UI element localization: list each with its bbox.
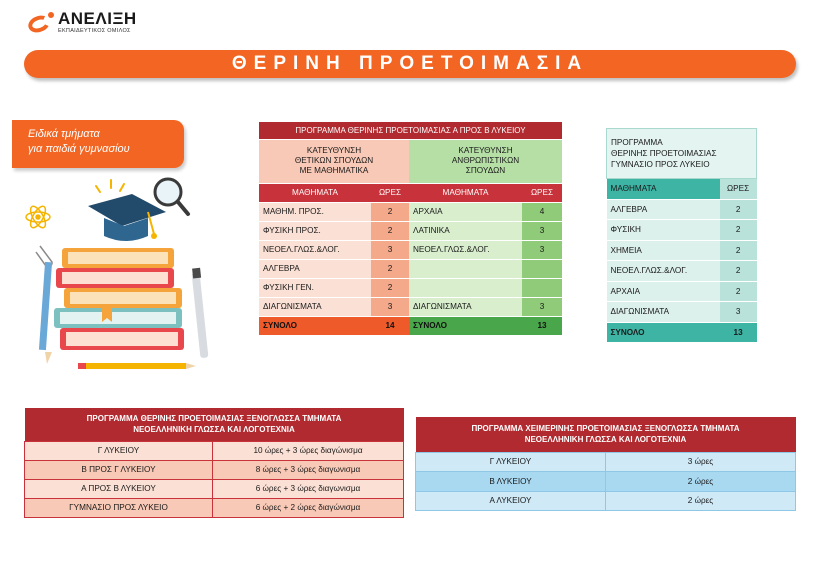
table-row	[607, 261, 757, 282]
hours-cell: 3	[522, 221, 562, 240]
humanities-title-line: ΚΑΤΕΥΘΥΝΣΗ	[458, 146, 513, 155]
title-banner	[24, 50, 796, 78]
class-cell: Γ ΛΥΚΕΙΟΥ	[416, 452, 606, 472]
table-row	[416, 472, 796, 492]
subject-cell: ΜΑΘΗΜ. ΠΡΟΣ.	[259, 202, 371, 221]
brand-logo	[26, 10, 137, 38]
hours-cell: 2	[371, 278, 409, 297]
hours-cell	[522, 259, 562, 278]
hours-cell: 3	[371, 297, 409, 316]
total-row	[607, 322, 757, 343]
column-header: ΩΡΕΣ	[522, 183, 562, 202]
column-header: ΜΑΘΗΜΑΤΑ	[409, 183, 522, 202]
hours-cell: 3	[371, 240, 409, 259]
subject-cell	[409, 278, 522, 297]
science-title-line: ΚΑΤΕΥΘΥΝΣΗ	[306, 146, 362, 155]
magnifier-icon	[155, 179, 188, 214]
subject-cell: ΑΛΓΕΒΡΑ	[259, 259, 371, 278]
table-row	[416, 491, 796, 511]
page-title: ΘΕΡΙΝΗ ΠΡΟΕΤΟΙΜΑΣΙΑ	[231, 53, 589, 74]
hours-cell: 2	[720, 240, 757, 261]
class-cell: Γ ΛΥΚΕΙΟΥ	[25, 441, 213, 460]
subject-cell: ΔΙΑΓΩΝΙΣΜΑΤΑ	[607, 302, 720, 323]
total-label: ΣΥΝΟΛΟ	[607, 322, 720, 343]
table-row	[607, 281, 757, 302]
total-label: ΣΥΝΟΛΟ	[259, 316, 371, 335]
subject-cell: ΛΑΤΙΝΙΚΑ	[409, 221, 522, 240]
table-row	[25, 498, 404, 517]
hours-cell: 3	[522, 240, 562, 259]
subject-cell: ΦΥΣΙΚΗ ΓΕΝ.	[259, 278, 371, 297]
hours-cell: 2 ώρες	[606, 491, 796, 511]
column-header: ΩΡΕΣ	[371, 183, 409, 202]
class-cell: ΓΥΜΝΑΣΙΟ ΠΡΟΣ ΛΥΚΕΙΟ	[25, 498, 213, 517]
book-stack-icon	[54, 248, 184, 350]
table-row	[25, 441, 404, 460]
subject-cell	[409, 259, 522, 278]
gymnasium-tag	[12, 120, 184, 168]
sparkle-icon	[96, 180, 124, 192]
hours-cell: 2	[720, 261, 757, 282]
hours-cell	[522, 278, 562, 297]
column-header: ΜΑΘΗΜΑΤΑ	[259, 183, 371, 202]
hours-cell: 8 ώρες + 3 ώρες διαγωνισμα	[213, 460, 404, 479]
caption-line: ΓΥΜΝΑΣΙΟ ΠΡΟΣ ΛΥΚΕΙΟ	[611, 160, 710, 169]
table-caption: ΠΡΟΓΡΑΜΜΑ ΘΕΡΙΝΗΣ ΠΡΟΕΤΟΙΜΑΣΙΑΣ Α ΠΡΟΣ Β ΛΥΚΕΙΟΥ	[259, 122, 562, 139]
total-value: 14	[371, 316, 409, 335]
humanities-title-line: ΣΠΟΥΔΩΝ	[465, 166, 506, 175]
caption-line: ΝΕΟΕΛΛΗΝΙΚΗ ΓΛΩΣΣΑ ΚΑΙ ΛΟΓΟΤΕΧΝΙΑ	[133, 425, 295, 435]
hours-cell: 2 ώρες	[606, 472, 796, 492]
total-value: 13	[522, 316, 562, 335]
table-row	[607, 220, 757, 241]
caption-line: ΠΡΟΓΡΑΜΜΑ ΧΕΙΜΕΡΙΝΗΣ ΠΡΟΕΤΟΙΜΑΣΙΑΣ ΞΕΝΟΓΛΩΣΣΑ ΤΜΗΜΑΤΑ	[471, 424, 740, 434]
caption-line: ΘΕΡΙΝΗΣ ΠΡΟΕΤΟΙΜΑΣΙΑΣ	[611, 149, 717, 158]
subject-cell: ΝΕΟΕΛ.ΓΛΩΣ.&ΛΟΓ.	[607, 261, 720, 282]
tag-line-2: για παιδιά γυμνασίου	[28, 143, 130, 155]
summer-language-table	[24, 408, 404, 518]
hours-cell: 2	[371, 202, 409, 221]
subject-cell: ΔΙΑΓΩΝΙΣΜΑΤΑ	[409, 297, 522, 316]
hours-cell: 2	[371, 221, 409, 240]
atom-icon	[26, 204, 50, 230]
column-header: ΩΡΕΣ	[720, 179, 757, 200]
table-caption	[25, 408, 404, 441]
total-value: 13	[720, 322, 757, 343]
class-cell: Β ΛΥΚΕΙΟΥ	[416, 472, 606, 492]
hours-cell: 10 ώρες + 3 ώρες διαγώνισμα	[213, 441, 404, 460]
graduation-cap-icon	[88, 194, 166, 241]
hours-cell: 3	[522, 297, 562, 316]
logo-mark-icon	[26, 10, 56, 38]
humanities-title-line: ΑΝΘΡΩΠΙΣΤΙΚΩΝ	[451, 156, 520, 165]
column-header: ΜΑΘΗΜΑΤΑ	[607, 179, 720, 200]
lyceum-program-table	[259, 122, 562, 336]
hours-cell: 3	[720, 302, 757, 323]
subject-cell: ΔΙΑΓΩΝΙΣΜΑΤΑ	[259, 297, 371, 316]
table-row	[259, 221, 562, 240]
caption-line: ΝΕΟΕΛΛΗΝΙΚΗ ΓΛΩΣΣΑ ΚΑΙ ΛΟΓΟΤΕΧΝΙΑ	[524, 435, 687, 445]
hours-cell: 3 ώρες	[606, 452, 796, 472]
subject-cell: ΝΕΟΕΛ.ΓΛΩΣ.&ΛΟΓ.	[409, 240, 522, 259]
hours-cell: 2	[720, 281, 757, 302]
gymnasium-program-table	[606, 128, 757, 343]
table-row	[259, 259, 562, 278]
subject-cell: ΑΡΧΑΙΑ	[607, 281, 720, 302]
science-title-line: ΘΕΤΙΚΩΝ ΣΠΟΥΔΩΝ	[294, 156, 374, 165]
table-row	[259, 240, 562, 259]
table-caption	[607, 129, 757, 179]
table-row	[259, 278, 562, 297]
logo-subtitle: ΕΚΠΑΙΔΕΥΤΙΚΟΣ ΟΜΙΛΟΣ	[58, 28, 131, 34]
subject-cell: ΑΛΓΕΒΡΑ	[607, 199, 720, 220]
table-row	[25, 479, 404, 498]
table-row	[416, 452, 796, 472]
table-row	[25, 460, 404, 479]
class-cell: Α ΛΥΚΕΙΟΥ	[416, 491, 606, 511]
table-row	[607, 240, 757, 261]
subject-cell: ΧΗΜΕΙΑ	[607, 240, 720, 261]
table-caption	[416, 417, 796, 452]
hours-cell: 2	[720, 199, 757, 220]
bottom-pencil-icon	[78, 363, 196, 369]
class-cell: Β ΠΡΟΣ Γ ΛΥΚΕΙΟΥ	[25, 460, 213, 479]
humanities-track-title	[409, 139, 562, 183]
caption-line: ΠΡΟΓΡΑΜΜΑ ΘΕΡΙΝΗΣ ΠΡΟΕΤΟΙΜΑΣΙΑΣ ΞΕΝΟΓΛΩΣΣΑ ΤΜΗΜΑΤΑ	[86, 414, 342, 424]
science-track-title	[259, 139, 409, 183]
table-row	[607, 199, 757, 220]
total-label: ΣΥΝΟΛΟ	[409, 316, 522, 335]
hours-cell: 4	[522, 202, 562, 221]
logo-name: ΑΝΕΛΙΞΗ	[58, 9, 137, 28]
science-title-line: ΜΕ ΜΑΘΗΜΑΤΙΚΑ	[299, 166, 369, 175]
hours-cell: 6 ώρες + 2 ώρες διαγώνισμα	[213, 498, 404, 517]
hours-cell: 6 ώρες + 3 ώρες διαγωνισμα	[213, 479, 404, 498]
pen-icon	[192, 268, 209, 358]
table-row	[259, 202, 562, 221]
hours-cell: 2	[371, 259, 409, 278]
tag-line-1: Ειδικά τμήματα	[28, 128, 100, 140]
total-row	[259, 316, 562, 335]
pencil-icon	[39, 262, 52, 364]
books-illustration	[16, 172, 226, 377]
subject-cell: ΦΥΣΙΚΗ ΠΡΟΣ.	[259, 221, 371, 240]
class-cell: Α ΠΡΟΣ Β ΛΥΚΕΙΟΥ	[25, 479, 213, 498]
subject-cell: ΦΥΣΙΚΗ	[607, 220, 720, 241]
hours-cell: 2	[720, 220, 757, 241]
subject-cell: ΑΡΧΑΙΑ	[409, 202, 522, 221]
table-row	[607, 302, 757, 323]
caption-line: ΠΡΟΓΡΑΜΜΑ	[611, 138, 663, 147]
subject-cell: ΝΕΟΕΛ.ΓΛΩΣ.&ΛΟΓ.	[259, 240, 371, 259]
winter-language-table	[415, 417, 796, 511]
table-row	[259, 297, 562, 316]
